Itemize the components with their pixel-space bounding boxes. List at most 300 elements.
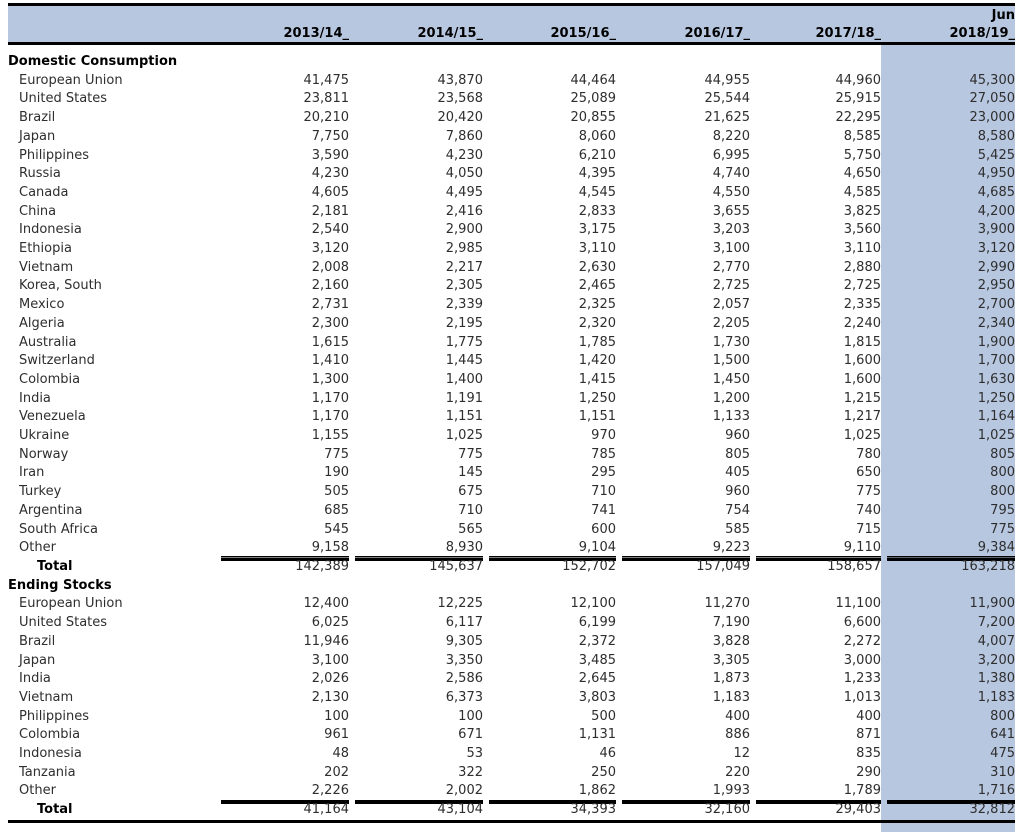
value-cell: 29,403	[750, 801, 881, 821]
value-cell: 961	[324, 727, 349, 743]
value-cell	[881, 577, 1015, 596]
total-label: Total	[37, 558, 73, 574]
value-cell: 4,495	[445, 184, 483, 200]
value-cell: 1,155	[311, 428, 349, 444]
row-label: Philippines	[19, 147, 90, 163]
row-label: Argentina	[19, 502, 83, 518]
row-label: Indonesia	[19, 746, 82, 762]
value-cell: 2,731	[311, 297, 349, 313]
value-cell: 785	[591, 446, 616, 462]
country-row	[8, 708, 1015, 727]
value-cell	[215, 44, 349, 54]
value-cell: 3,485	[578, 652, 616, 668]
value-cell: 44,464	[570, 72, 616, 88]
value-cell: 3,828	[712, 633, 750, 649]
value-cell: 2,181	[311, 203, 349, 219]
value-cell: 2,320	[578, 315, 616, 331]
stub-cell	[8, 821, 215, 832]
value-cell: 2,325	[578, 297, 616, 313]
value-cell: 6,995	[712, 147, 750, 163]
value-cell: 4,395	[578, 166, 616, 182]
value-cell	[750, 44, 881, 54]
value-cell: 5,750	[843, 147, 881, 163]
value-cell: 2,057	[712, 297, 750, 313]
value-cell: 405	[725, 465, 750, 481]
value-cell: 23,568	[437, 91, 483, 107]
value-cell: 3,900	[881, 221, 1015, 240]
value-cell: 600	[591, 521, 616, 537]
value-cell	[483, 577, 616, 596]
value-cell	[881, 821, 1015, 832]
value-cell: 3,175	[578, 222, 616, 238]
value-cell: 400	[856, 708, 881, 724]
value-cell: 2,725	[712, 278, 750, 294]
header-top-cell	[616, 5, 750, 24]
value-cell: 2,725	[843, 278, 881, 294]
value-cell	[483, 44, 616, 54]
header-label-spacer	[8, 5, 215, 24]
value-cell: 2,880	[843, 259, 881, 275]
value-cell: 775	[324, 446, 349, 462]
value-cell: 1,785	[578, 334, 616, 350]
header-top-cell	[215, 5, 349, 24]
country-row	[8, 464, 1015, 483]
value-cell: 23,000	[881, 109, 1015, 128]
value-cell: 1,716	[881, 782, 1015, 801]
row-label: Vietnam	[19, 259, 74, 275]
country-row	[8, 390, 1015, 409]
value-cell: 250	[591, 764, 616, 780]
row-label: Korea, South	[19, 278, 102, 294]
value-cell: 8,580	[881, 128, 1015, 147]
value-cell: 9,305	[445, 633, 483, 649]
row-label: Canada	[19, 184, 69, 200]
country-row	[8, 427, 1015, 446]
value-cell	[349, 44, 483, 54]
value-cell: 2,300	[311, 315, 349, 331]
value-cell: 2,195	[445, 315, 483, 331]
value-cell: 2,217	[445, 259, 483, 275]
value-cell: 46	[599, 746, 616, 762]
country-row	[8, 689, 1015, 708]
value-cell	[881, 44, 1015, 54]
value-cell: 1,600	[843, 371, 881, 387]
value-cell	[349, 821, 483, 832]
header-row-top	[8, 5, 1015, 24]
value-cell: 44,955	[704, 72, 750, 88]
value-cell: 2,339	[445, 297, 483, 313]
value-cell: 1,200	[712, 390, 750, 406]
country-row	[8, 90, 1015, 109]
country-row	[8, 483, 1015, 502]
country-row	[8, 277, 1015, 296]
header-year-cell	[349, 23, 483, 44]
row-label: Switzerland	[19, 353, 95, 369]
value-cell: 2,272	[843, 633, 881, 649]
value-cell: 641	[881, 726, 1015, 745]
value-cell: 1,183	[881, 689, 1015, 708]
value-cell: 3,560	[843, 222, 881, 238]
value-cell: 3,203	[712, 222, 750, 238]
row-label: Norway	[19, 446, 69, 462]
value-cell: 2,645	[578, 671, 616, 687]
value-cell: 4,200	[881, 203, 1015, 222]
value-cell: 20,420	[437, 110, 483, 126]
value-cell: 4,007	[881, 633, 1015, 652]
value-cell: 25,915	[835, 91, 881, 107]
value-cell: 3,110	[578, 241, 616, 257]
value-cell: 7,190	[712, 615, 750, 631]
value-cell: 7,750	[311, 128, 349, 144]
value-cell	[215, 53, 349, 72]
value-cell: 4,605	[311, 184, 349, 200]
row-label: Iran	[19, 465, 45, 481]
value-cell: 1,450	[712, 371, 750, 387]
value-cell: 12	[733, 746, 750, 762]
header-underscore-tick: _	[609, 26, 616, 41]
value-cell: 1,133	[712, 409, 750, 425]
value-cell: 3,200	[881, 652, 1015, 671]
value-cell: 20,210	[303, 110, 349, 126]
header-top-cell	[483, 5, 616, 24]
value-cell: 2,240	[843, 315, 881, 331]
value-cell: 23,811	[303, 91, 349, 107]
value-cell: 1,151	[578, 409, 616, 425]
value-cell: 2,900	[445, 222, 483, 238]
value-cell: 2,833	[578, 203, 616, 219]
value-cell: 1,630	[881, 371, 1015, 390]
value-cell: 21,625	[704, 110, 750, 126]
value-cell: 675	[458, 484, 483, 500]
value-cell: 1,170	[311, 390, 349, 406]
country-row	[8, 446, 1015, 465]
value-cell: 43,104	[349, 801, 483, 821]
value-cell: 11,270	[704, 596, 750, 612]
value-cell: 6,210	[578, 147, 616, 163]
header-top-label: Jun	[991, 8, 1015, 23]
value-cell: 775	[881, 521, 1015, 540]
header-year-label: 2013/14	[283, 26, 343, 41]
value-cell: 795	[881, 502, 1015, 521]
value-cell: 295	[591, 465, 616, 481]
value-cell: 710	[458, 502, 483, 518]
row-label: South Africa	[19, 521, 98, 537]
header-year-label: 2015/16	[550, 26, 610, 41]
country-row	[8, 726, 1015, 745]
value-cell: 800	[881, 464, 1015, 483]
country-row	[8, 352, 1015, 371]
value-cell: 475	[881, 745, 1015, 764]
header-year-label: 2014/15	[417, 26, 477, 41]
value-cell	[616, 577, 750, 596]
value-cell: 190	[324, 465, 349, 481]
value-cell: 2,586	[445, 671, 483, 687]
value-cell: 290	[856, 764, 881, 780]
value-cell: 740	[856, 502, 881, 518]
row-label: Vietnam	[19, 689, 74, 705]
table-body	[8, 44, 1015, 832]
header-underscore-tick: _	[874, 26, 881, 41]
row-label: Ukraine	[19, 428, 70, 444]
value-cell	[483, 53, 616, 72]
value-cell	[215, 577, 349, 596]
value-cell: 741	[591, 502, 616, 518]
header-underscore-tick: _	[1008, 26, 1015, 41]
value-cell: 8,220	[712, 128, 750, 144]
value-cell: 2,985	[445, 241, 483, 257]
header-top-cell	[349, 5, 483, 24]
header-year-cell	[881, 23, 1015, 44]
row-label: Philippines	[19, 708, 90, 724]
value-cell: 1,873	[712, 671, 750, 687]
value-cell: 9,223	[616, 539, 750, 558]
value-cell: 1,131	[578, 727, 616, 743]
value-cell: 1,170	[311, 409, 349, 425]
value-cell	[750, 53, 881, 72]
value-cell: 2,008	[311, 259, 349, 275]
value-cell: 1,025	[445, 428, 483, 444]
value-cell: 2,540	[311, 222, 349, 238]
value-cell: 500	[591, 708, 616, 724]
value-cell: 1,217	[843, 409, 881, 425]
value-cell: 1,900	[881, 334, 1015, 353]
country-row	[8, 782, 1015, 801]
value-cell: 2,002	[349, 782, 483, 801]
value-cell: 12,100	[570, 596, 616, 612]
value-cell: 2,340	[881, 315, 1015, 334]
row-label: Other	[19, 783, 56, 799]
country-row	[8, 633, 1015, 652]
value-cell: 145,637	[349, 558, 483, 577]
value-cell: 9,158	[215, 539, 349, 558]
value-cell: 1,164	[881, 408, 1015, 427]
row-label: Japan	[19, 652, 56, 668]
value-cell: 871	[856, 727, 881, 743]
value-cell	[616, 821, 750, 832]
value-cell: 4,230	[311, 166, 349, 182]
value-cell: 1,400	[445, 371, 483, 387]
value-cell: 1,250	[578, 390, 616, 406]
value-cell	[349, 577, 483, 596]
highlight-column-stub-row	[8, 821, 1015, 832]
value-cell: 400	[725, 708, 750, 724]
value-cell: 202	[324, 764, 349, 780]
row-label: Brazil	[19, 110, 56, 126]
section-header-row	[8, 577, 1015, 596]
country-row	[8, 259, 1015, 278]
value-cell: 145	[458, 465, 483, 481]
value-cell: 1,789	[750, 782, 881, 801]
value-cell: 2,950	[881, 277, 1015, 296]
value-cell: 20,855	[570, 110, 616, 126]
value-cell: 4,740	[712, 166, 750, 182]
header-underscore-tick: _	[342, 26, 349, 41]
value-cell: 1,191	[445, 390, 483, 406]
section-title: Domestic Consumption	[8, 54, 178, 69]
row-label: Russia	[19, 166, 61, 182]
value-cell: 322	[458, 764, 483, 780]
value-cell: 4,550	[712, 184, 750, 200]
value-cell: 8,585	[843, 128, 881, 144]
country-row	[8, 652, 1015, 671]
value-cell: 3,120	[311, 241, 349, 257]
value-cell: 1,183	[712, 689, 750, 705]
value-cell: 970	[591, 428, 616, 444]
value-cell: 775	[458, 446, 483, 462]
header-year-cell	[616, 23, 750, 44]
row-label: Australia	[19, 334, 77, 350]
header-year-label: 2017/18	[815, 26, 875, 41]
value-cell: 805	[881, 446, 1015, 465]
row-label: European Union	[19, 72, 123, 88]
value-cell: 8,060	[578, 128, 616, 144]
value-cell	[750, 821, 881, 832]
section-title: Ending Stocks	[8, 577, 112, 593]
value-cell: 1,300	[311, 371, 349, 387]
value-cell: 754	[725, 502, 750, 518]
value-cell: 715	[856, 521, 881, 537]
row-label: Mexico	[19, 297, 65, 313]
country-row	[8, 203, 1015, 222]
header-row-years	[8, 23, 1015, 44]
row-label: Japan	[19, 128, 56, 144]
value-cell: 9,104	[483, 539, 616, 558]
value-cell: 1,600	[843, 353, 881, 369]
value-cell: 43,870	[437, 72, 483, 88]
row-label: United States	[19, 615, 108, 631]
value-cell: 3,350	[445, 652, 483, 668]
value-cell: 220	[725, 764, 750, 780]
value-cell: 805	[725, 446, 750, 462]
value-cell	[881, 53, 1015, 72]
value-cell: 163,218	[881, 558, 1015, 577]
value-cell: 1,862	[483, 782, 616, 801]
value-cell: 960	[725, 428, 750, 444]
total-label: Total	[8, 801, 215, 821]
header-year-cell	[750, 23, 881, 44]
value-cell: 3,000	[843, 652, 881, 668]
header-year-label: 2018/19	[949, 26, 1009, 41]
value-cell: 2,026	[311, 671, 349, 687]
value-cell: 4,050	[445, 166, 483, 182]
row-label: Indonesia	[19, 222, 82, 238]
row-label: India	[19, 390, 51, 406]
row-label: European Union	[19, 596, 123, 612]
value-cell: 3,100	[311, 652, 349, 668]
value-cell: 2,205	[712, 315, 750, 331]
country-row	[8, 221, 1015, 240]
value-cell: 6,373	[445, 689, 483, 705]
value-cell: 4,685	[881, 184, 1015, 203]
row-label: Ethiopia	[19, 241, 72, 257]
country-row	[8, 109, 1015, 128]
value-cell: 1,025	[843, 428, 881, 444]
country-row	[8, 315, 1015, 334]
value-cell: 22,295	[835, 110, 881, 126]
value-cell: 7,200	[881, 614, 1015, 633]
value-cell: 3,100	[712, 241, 750, 257]
value-cell: 1,013	[843, 689, 881, 705]
value-cell: 960	[725, 484, 750, 500]
country-row	[8, 184, 1015, 203]
value-cell: 310	[881, 764, 1015, 783]
row-label: Brazil	[19, 633, 56, 649]
spacer-row	[8, 44, 1015, 54]
value-cell: 11,100	[835, 596, 881, 612]
value-cell: 34,393	[483, 801, 616, 821]
value-cell: 3,305	[712, 652, 750, 668]
value-cell: 6,025	[311, 615, 349, 631]
value-cell: 8,930	[349, 539, 483, 558]
country-row	[8, 521, 1015, 540]
value-cell: 6,199	[578, 615, 616, 631]
row-label: Other	[19, 540, 56, 556]
header-label-spacer	[8, 23, 215, 44]
value-cell: 2,372	[578, 633, 616, 649]
value-cell: 5,425	[881, 147, 1015, 166]
value-cell: 565	[458, 521, 483, 537]
value-cell: 1,215	[843, 390, 881, 406]
row-label: Tanzania	[19, 764, 76, 780]
value-cell	[215, 821, 349, 832]
value-cell: 53	[466, 746, 483, 762]
country-row	[8, 595, 1015, 614]
country-row	[8, 334, 1015, 353]
header-underscore-tick: _	[743, 26, 750, 41]
total-row	[8, 801, 1015, 821]
value-cell: 152,702	[483, 558, 616, 577]
header-underscore-tick: _	[476, 26, 483, 41]
row-label: Turkey	[19, 484, 62, 500]
value-cell: 4,950	[881, 165, 1015, 184]
value-cell: 3,655	[712, 203, 750, 219]
value-cell: 25,544	[704, 91, 750, 107]
value-cell: 886	[725, 727, 750, 743]
value-cell: 1,445	[445, 353, 483, 369]
value-cell: 1,233	[843, 671, 881, 687]
row-label: United States	[19, 91, 108, 107]
country-row	[8, 614, 1015, 633]
value-cell: 2,416	[445, 203, 483, 219]
value-cell: 1,775	[445, 334, 483, 350]
value-cell: 650	[856, 465, 881, 481]
value-cell: 1,730	[712, 334, 750, 350]
header-top-cell	[881, 5, 1015, 24]
value-cell: 157,049	[616, 558, 750, 577]
value-cell: 32,160	[616, 801, 750, 821]
value-cell: 2,630	[578, 259, 616, 275]
value-cell: 585	[725, 521, 750, 537]
value-cell: 2,990	[881, 259, 1015, 278]
country-row	[8, 539, 1015, 558]
value-cell: 4,545	[578, 184, 616, 200]
value-cell	[616, 53, 750, 72]
value-cell: 41,164	[215, 801, 349, 821]
value-cell: 3,590	[311, 147, 349, 163]
value-cell: 12,225	[437, 596, 483, 612]
value-cell: 685	[324, 502, 349, 518]
value-cell: 2,226	[215, 782, 349, 801]
value-cell: 11,900	[881, 595, 1015, 614]
country-row	[8, 296, 1015, 315]
country-row	[8, 72, 1015, 91]
value-cell: 2,160	[311, 278, 349, 294]
value-cell: 11,946	[303, 633, 349, 649]
value-cell: 505	[324, 484, 349, 500]
value-cell: 6,600	[843, 615, 881, 631]
value-cell: 3,120	[881, 240, 1015, 259]
value-cell	[483, 821, 616, 832]
